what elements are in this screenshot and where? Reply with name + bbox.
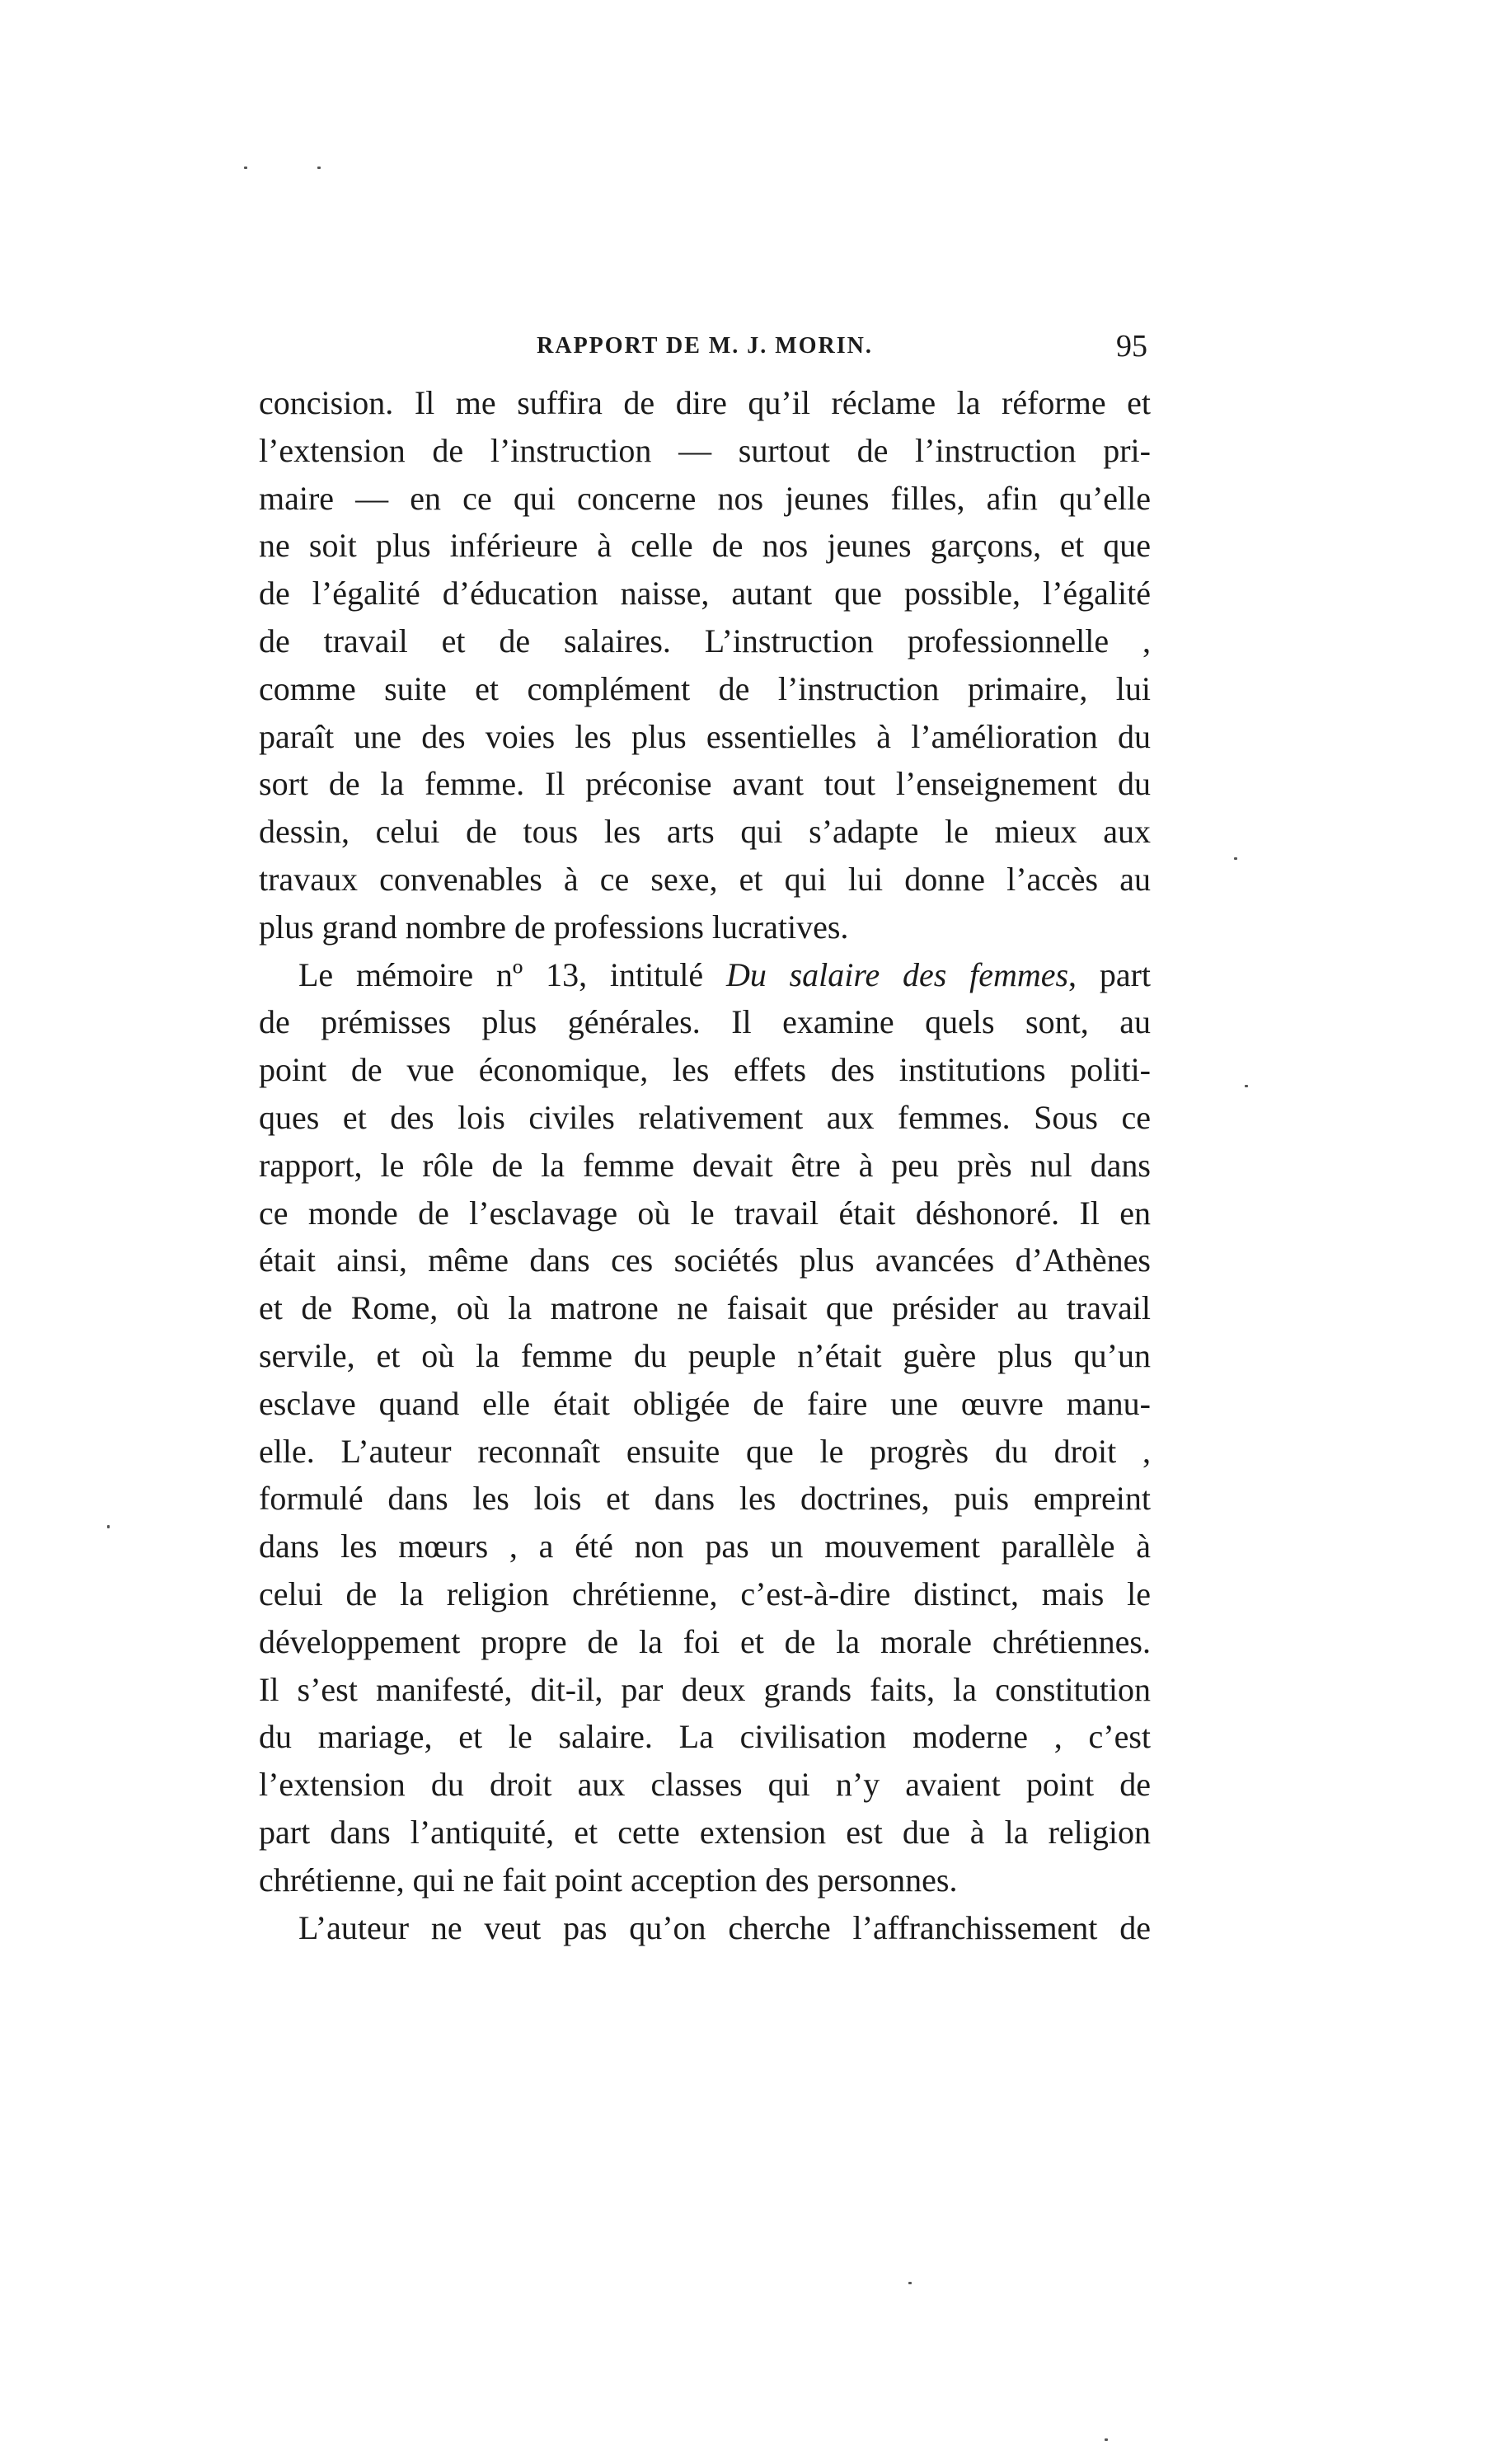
text-line: elle. L’auteur reconnaît ensuite que le progrès du droit , — [259, 1432, 1151, 1470]
running-title: RAPPORT DE M. J. MORIN. — [537, 333, 873, 359]
text-line: de l’égalité d’éducation naisse, autant que possible, l’égalité — [259, 575, 1151, 612]
memoire-13-text: Le mémoire nº 13, intitulé — [298, 955, 726, 993]
text-line: l’extension du droit aux classes qui n’y avaient point de — [259, 1766, 1151, 1804]
text-line: concision. Il me suffira de dire qu’il réclame la réforme et — [259, 384, 1151, 421]
text-line: développement propre de la foi et de la morale chrétiennes. — [259, 1622, 1151, 1660]
text-line: esclave quand elle était obligée de faire une œuvre manu- — [259, 1384, 1151, 1422]
paragraph-end-line: plus grand nombre de professions lucratives. — [259, 908, 849, 946]
text-line: dans les mœurs , a été non pas un mouvement parallèle à — [259, 1528, 1151, 1565]
text-line: l’extension de l’instruction — surtout de l’instruction pri- — [259, 431, 1151, 469]
text-line: maire — en ce qui concerne nos jeunes filles, afin qu’elle — [259, 479, 1151, 517]
text-line: L’auteur ne veut pas qu’on cherche l’affranchissement de — [298, 1908, 1151, 1946]
text-line: dessin, celui de tous les arts qui s’adapte le mieux aux — [259, 813, 1151, 851]
text-line: sort de la femme. Il préconise avant tout l’enseignement du — [259, 765, 1151, 803]
scan-speck — [107, 1525, 110, 1528]
text-line: ce monde de l’esclavage où le travail était déshonoré. Il en — [259, 1194, 1151, 1232]
scan-speck — [317, 167, 321, 169]
text-line: rapport, le rôle de la femme devait être à peu près nul dans — [259, 1146, 1151, 1184]
scan-speck — [244, 167, 247, 169]
scan-speck — [908, 2282, 912, 2284]
text-line: servile, et où la femme du peuple n’était guère plus qu’un — [259, 1336, 1151, 1374]
text-line: celui de la religion chrétienne, c’est-à-dire distinct, mais le — [259, 1575, 1151, 1612]
text-line: et de Rome, où la matrone ne faisait que présider au travail — [259, 1289, 1151, 1327]
memoire-13-title: Du salaire des femmes — [725, 955, 1069, 993]
text-line: du mariage, et le salaire. La civilisation moderne , c’est — [259, 1718, 1151, 1756]
memoire-13-line — [259, 951, 1151, 999]
scan-speck — [1245, 1085, 1248, 1087]
text-line: de travail et de salaires. L’instruction professionnelle , — [259, 622, 1151, 659]
page-number: 95 — [1116, 329, 1147, 364]
text-line: paraît une des voies les plus essentielles à l’amélioration du — [259, 717, 1151, 755]
text-line: était ainsi, même dans ces sociétés plus avancées d’Athènes — [259, 1241, 1151, 1279]
text-line: formulé dans les lois et dans les doctrines, puis empreint — [259, 1480, 1151, 1518]
text-line: ne soit plus inférieure à celle de nos jeunes garçons, et que — [259, 527, 1151, 565]
text-line: ques et des lois civiles relativement aux femmes. Sous ce — [259, 1098, 1151, 1136]
scan-speck — [1234, 857, 1237, 860]
text-line: de prémisses plus générales. Il examine quels sont, au — [259, 1003, 1151, 1041]
text-line: point de vue économique, les effets des institutions politi- — [259, 1051, 1151, 1089]
running-header — [262, 328, 1147, 366]
memoire-13-text-end: , part — [1068, 955, 1152, 993]
text-line: comme suite et complément de l’instruction primaire, lui — [259, 669, 1151, 707]
paragraph-end-line: chrétienne, qui ne fait point acception des personnes. — [259, 1861, 958, 1898]
text-line: part dans l’antiquité, et cette extension est due à la religion — [259, 1813, 1151, 1851]
body-text — [259, 379, 1151, 1951]
text-line: Il s’est manifesté, dit-il, par deux grands faits, la constitution — [259, 1670, 1151, 1708]
scan-speck — [1105, 2438, 1108, 2441]
text-line: travaux convenables à ce sexe, et qui lui donne l’accès au — [259, 860, 1151, 898]
